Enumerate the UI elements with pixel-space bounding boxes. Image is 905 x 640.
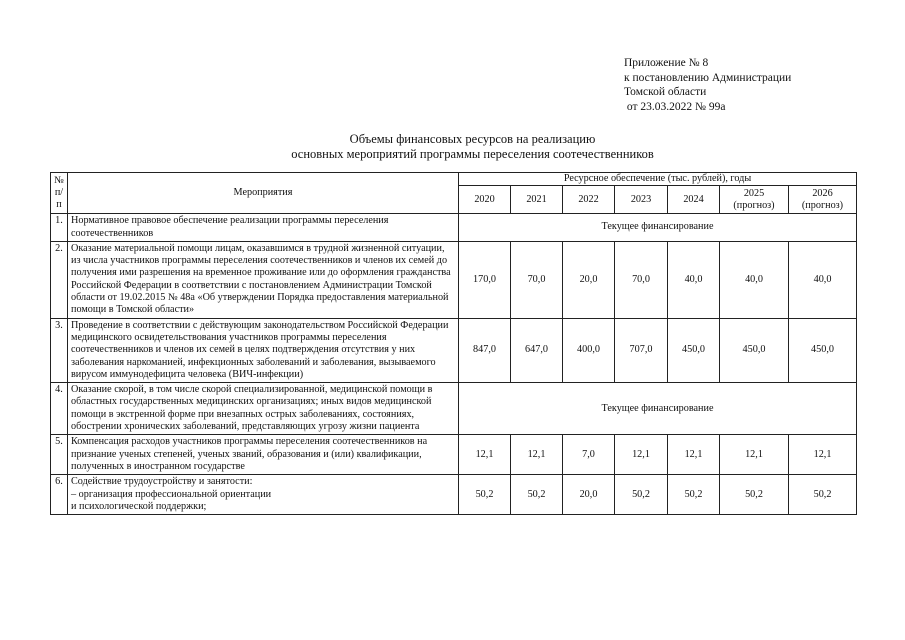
value-2021: 12,1 <box>511 435 563 475</box>
value-2021: 50,2 <box>511 475 563 515</box>
table-row <box>51 435 857 475</box>
appendix-line: от 23.03.2022 № 99а <box>624 100 726 113</box>
value-2020: 50,2 <box>459 475 511 515</box>
value-2020: 170,0 <box>459 241 511 318</box>
value-2020: 847,0 <box>459 318 511 382</box>
appendix-line: Томской области <box>624 86 707 98</box>
header-year-2025: 2025 (прогноз) <box>720 186 789 214</box>
value-2025: 40,0 <box>720 241 789 318</box>
header-year-2024: 2024 <box>668 186 720 214</box>
header-year-2026: 2026 (прогноз) <box>789 186 857 214</box>
header-resources: Ресурсное обеспечение (тыс. рублей), годы <box>459 173 857 186</box>
row-number: 5. <box>51 435 68 475</box>
value-2024: 12,1 <box>668 435 720 475</box>
value-2025: 12,1 <box>720 435 789 475</box>
value-2026: 12,1 <box>789 435 857 475</box>
value-2023: 50,2 <box>615 475 668 515</box>
row-number: 4. <box>51 383 68 435</box>
value-2021: 70,0 <box>511 241 563 318</box>
value-2022: 20,0 <box>563 475 615 515</box>
value-2021: 647,0 <box>511 318 563 382</box>
row-activity: Проведение в соответствии с действующим законодательством Российской Федерации медицинского освидетельствования участников программы переселения соотечественников и членов их семей в целях подтверждения отсутствия у них заболевания наркоманией, инфекционных заболеваний и заболевания, вызываемого вирусом иммунодефицита человека (ВИЧ-инфекции) <box>68 318 459 382</box>
row-number: 1. <box>51 214 68 242</box>
value-2022: 400,0 <box>563 318 615 382</box>
table-row <box>51 241 857 318</box>
header-num: № п/п <box>51 173 68 214</box>
value-2020: 12,1 <box>459 435 511 475</box>
current-financing: Текущее финансирование <box>459 214 857 242</box>
row-number: 3. <box>51 318 68 382</box>
value-2022: 20,0 <box>563 241 615 318</box>
value-2024: 50,2 <box>668 475 720 515</box>
table-row <box>51 383 857 435</box>
value-2026: 450,0 <box>789 318 857 382</box>
row-activity: Нормативное правовое обеспечение реализации программы переселения соотечественников <box>68 214 459 242</box>
value-2026: 50,2 <box>789 475 857 515</box>
table-row <box>51 214 857 242</box>
title-line-1: Объемы финансовых ресурсов на реализацию <box>349 132 596 146</box>
header-year-2023: 2023 <box>615 186 668 214</box>
header-year-2022: 2022 <box>563 186 615 214</box>
appendix-header <box>624 56 791 114</box>
value-2026: 40,0 <box>789 241 857 318</box>
value-2022: 7,0 <box>563 435 615 475</box>
value-2025: 450,0 <box>720 318 789 382</box>
title-line-2: основных мероприятий программы переселения соотечественников <box>291 147 654 161</box>
table-row <box>51 475 857 515</box>
table-row <box>51 318 857 382</box>
document-title <box>0 132 905 162</box>
current-financing: Текущее финансирование <box>459 383 857 435</box>
row-number: 2. <box>51 241 68 318</box>
value-2024: 450,0 <box>668 318 720 382</box>
value-2023: 12,1 <box>615 435 668 475</box>
header-activity: Мероприятия <box>68 173 459 214</box>
value-2023: 70,0 <box>615 241 668 318</box>
row-number: 6. <box>51 475 68 515</box>
value-2023: 707,0 <box>615 318 668 382</box>
appendix-line: Приложение № 8 <box>624 57 709 69</box>
value-2025: 50,2 <box>720 475 789 515</box>
resources-table <box>50 172 857 515</box>
row-activity: Оказание материальной помощи лицам, оказавшимся в трудной жизненной ситуации, из числа участников программы переселения соотечественников и членов их семей до получения ими разрешения на временное проживание или до оформления гражданства Российской Федерации в соответствии с постановлением Администрации Томской области от 19.02.2015 № 48а «Об утверждении Порядка предоставления материальной помощи в Томской области» <box>68 241 459 318</box>
appendix-line: к постановлению Администрации <box>624 71 792 84</box>
row-activity: Оказание скорой, в том числе скорой специализированной, медицинской помощи в областных государственных медицинских организациях; иных видов медицинской помощи в экстренной форме при внезапных острых заболеваниях, состояниях, обострении хронических заболеваний, представляющих угрозу жизни пациента <box>68 383 459 435</box>
row-activity: Содействие трудоустройству и занятости: – организация профессиональной ориентации и психологической поддержки; <box>68 475 459 515</box>
row-activity: Компенсация расходов участников программы переселения соотечественников на признание ученых степеней, ученых званий, образования и (или) квалификации, полученных в иностранном государстве <box>68 435 459 475</box>
header-year-2020: 2020 <box>459 186 511 214</box>
header-year-2021: 2021 <box>511 186 563 214</box>
value-2024: 40,0 <box>668 241 720 318</box>
